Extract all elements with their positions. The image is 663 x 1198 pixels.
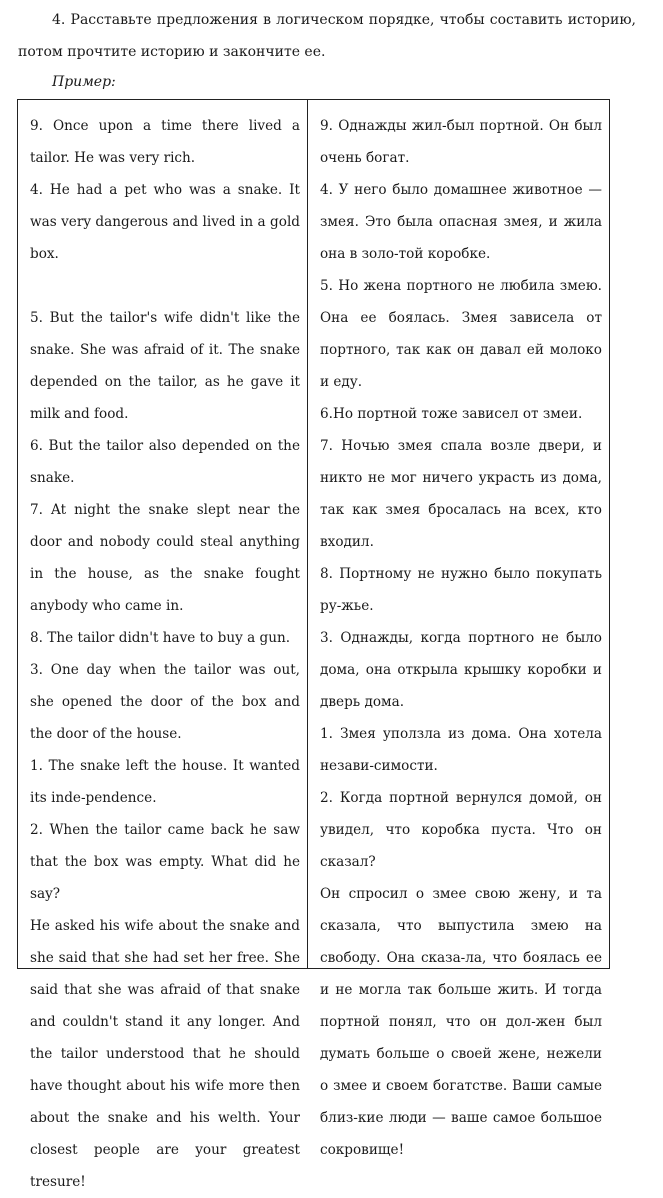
english-paragraph-ending: He asked his wife about the snake and she said that she had set her free. She said that she was afraid of that snake and couldn't stand it any longer. And the tailor understood that he should have thought about his wife more then about the snake and his welth. Your closest people are your greatest tresure! — [30, 918, 300, 1190]
english-paragraph-1: 1. The snake left the house. It wanted its inde-pendence. — [30, 758, 300, 806]
exercise-number: 4. — [52, 12, 66, 28]
russian-paragraph-9: 9. Однажды жил-был портной. Он был очень богат. — [320, 118, 602, 166]
russian-paragraph-2: 2. Когда портной вернулся домой, он увидел, что коробка пуста. Что он сказал? — [320, 790, 602, 870]
english-paragraph-9: 9. Once upon a time there lived a tailor. He was very rich. — [30, 118, 300, 166]
example-label: Пример: — [52, 74, 116, 90]
russian-paragraph-3: 3. Однажды, когда портного не было дома, она открыла крышку коробки и дверь дома. — [320, 630, 602, 710]
english-paragraph-6: 6. But the tailor also depended on the snake. — [30, 438, 300, 486]
exercise-instruction — [18, 4, 636, 68]
english-paragraph-7: 7. At night the snake slept near the door and nobody could steal anything in the house, as the snake fought anybody who came in. — [30, 502, 300, 614]
story-table — [17, 99, 610, 1190]
russian-paragraph-8: 8. Портному не нужно было покупать ру-жье. — [320, 566, 602, 614]
english-paragraph-4: 4. He had a pet who was a snake. It was very dangerous and lived in a gold box. — [30, 182, 300, 262]
russian-paragraph-4: 4. У него было домашнее животное — змея. Это была опасная змея, и жила она в золо-той коробке. — [320, 182, 602, 262]
column-divider — [307, 100, 308, 968]
english-paragraph-2: 2. When the tailor came back he saw that the box was empty. What did he say? — [30, 822, 300, 902]
english-paragraph-5: 5. But the tailor's wife didn't like the snake. She was afraid of it. The snake depended on the tailor, as he gave it milk and food. — [30, 310, 300, 422]
russian-paragraph-7: 7. Ночью змея спала возле двери, и никто не мог ничего украсть из дома, так как змея бросалась на всех, кто входил. — [320, 438, 602, 550]
russian-paragraph-5: 5. Но жена портного не любила змею. Она ее боялась. Змея зависела от портного, так как он давал ей молоко и еду. — [320, 278, 602, 390]
russian-column — [320, 110, 602, 1166]
english-paragraph-3: 3. One day when the tailor was out, she opened the door of the box and the door of the house. — [30, 662, 300, 742]
exercise-text: Расставьте предложения в логическом порядке, чтобы составить историю, потом прочтите историю и закончите ее. — [18, 12, 636, 60]
russian-paragraph-6: 6.Но портной тоже зависел от змеи. — [320, 406, 583, 422]
english-column — [30, 110, 300, 1198]
russian-paragraph-ending: Он спросил о змее свою жену, и та сказала, что выпустила змею на свободу. Она сказа-ла, что боялась ее и не могла так больше жить. И тогда портной понял, что он дол-жен был думать больше о своей жене, нежели о змее и своем богатстве. Ваши самые близ-кие люди — ваше самое большое сокровище! — [320, 886, 602, 1158]
russian-paragraph-1: 1. Змея уползла из дома. Она хотела незави-симости. — [320, 726, 602, 774]
english-paragraph-8: 8. The tailor didn't have to buy a gun. — [30, 630, 291, 646]
